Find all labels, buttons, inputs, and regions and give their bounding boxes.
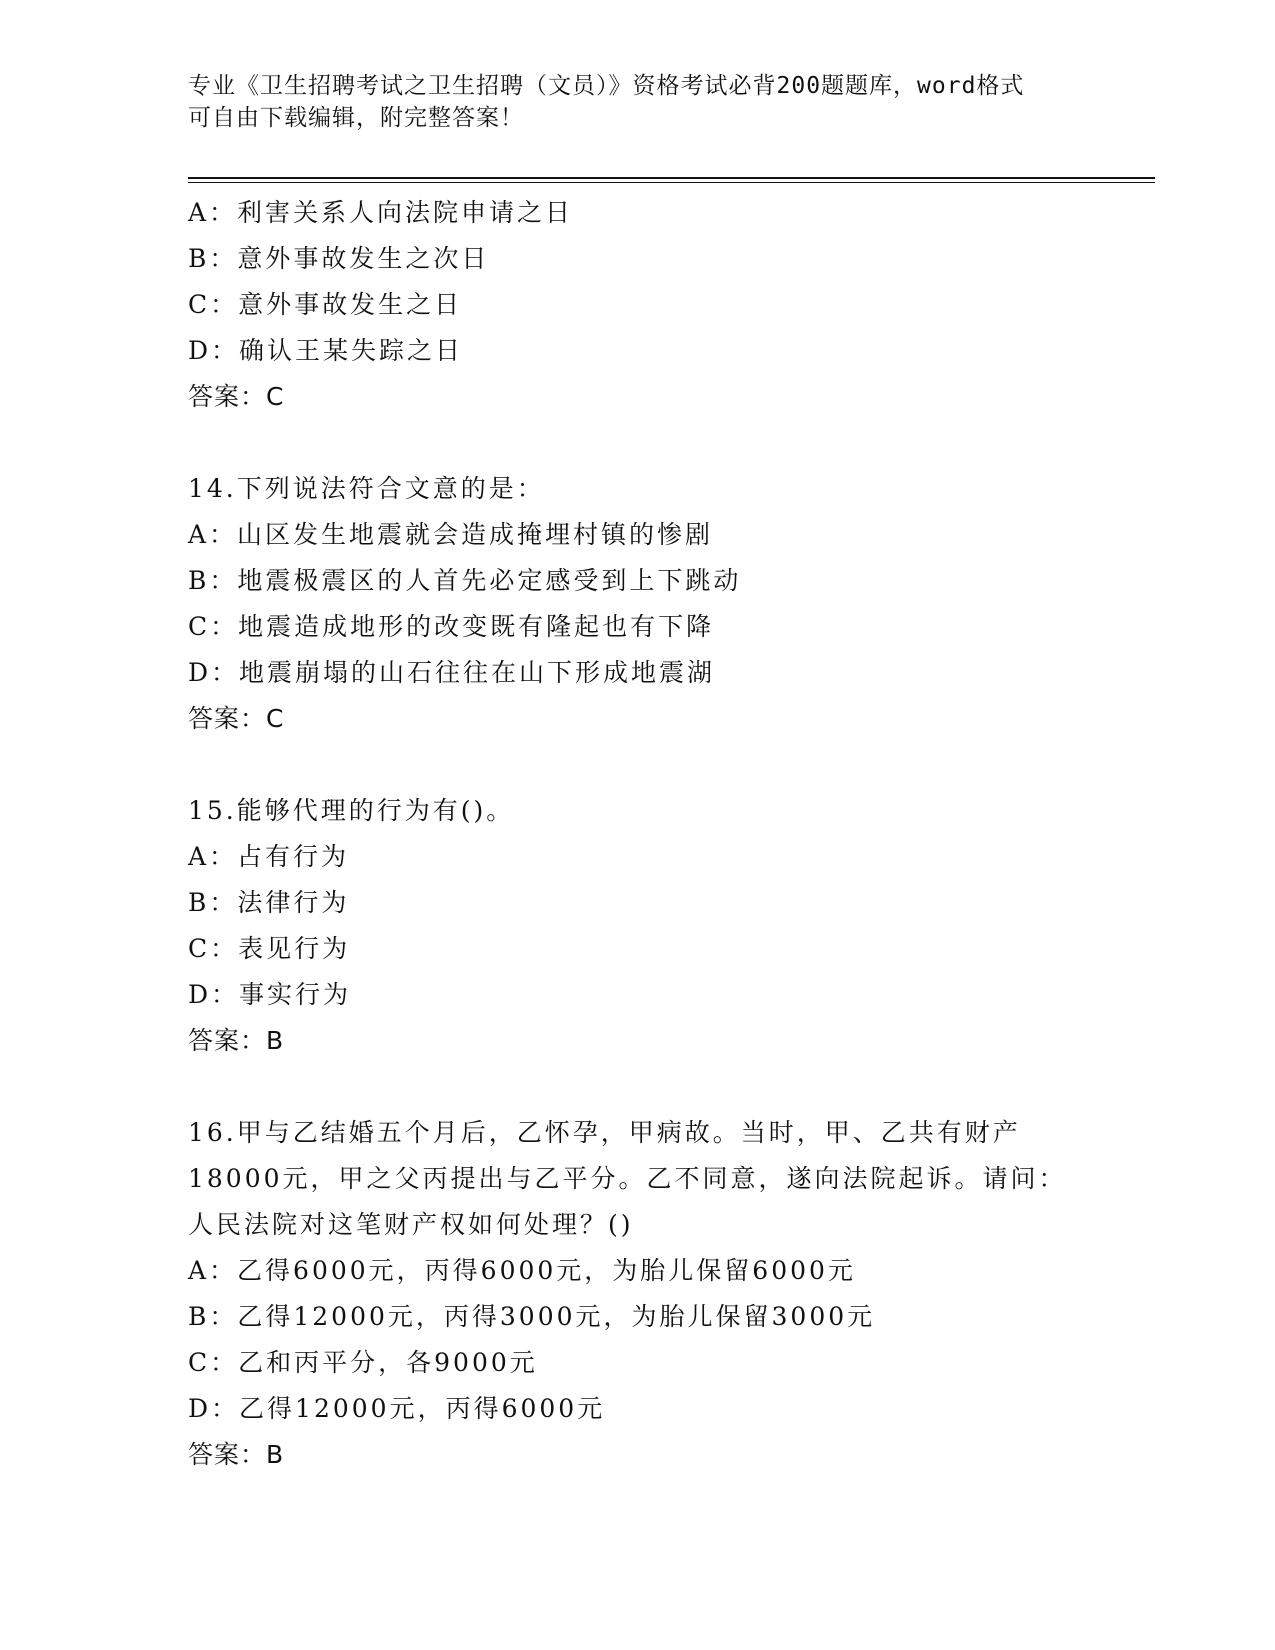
option-a: A：乙得6000元，丙得6000元，为胎儿保留6000元	[188, 1256, 856, 1285]
question-15	[188, 788, 1148, 1064]
question-14	[188, 466, 1148, 742]
option-d: D：乙得12000元，丙得6000元	[188, 1394, 606, 1423]
answer: 答案：B	[188, 1440, 285, 1469]
option-b: B：意外事故发生之次日	[188, 244, 490, 273]
spacer	[188, 1064, 1148, 1110]
option-d: D：确认王某失踪之日	[188, 336, 464, 365]
header-rule-thick	[188, 177, 1155, 179]
question-text: 15.能够代理的行为有()。	[188, 796, 515, 825]
answer: 答案：C	[188, 382, 285, 411]
option-a: A：占有行为	[188, 842, 350, 871]
option-c: C：乙和丙平分，各9000元	[188, 1348, 538, 1377]
question-16	[188, 1110, 1148, 1478]
answer: 答案：C	[188, 704, 285, 733]
spacer	[188, 420, 1148, 466]
question-list	[188, 190, 1148, 1478]
question-text-line-2: 18000元，甲之父丙提出与乙平分。乙不同意，遂向法院起诉。请问：	[188, 1164, 1067, 1193]
option-c: C：地震造成地形的改变既有隆起也有下降	[188, 612, 715, 641]
option-a: A：山区发生地震就会造成掩埋村镇的惨剧	[188, 520, 714, 549]
question-13	[188, 190, 1148, 420]
option-c: C：意外事故发生之日	[188, 290, 463, 319]
option-c: C：表见行为	[188, 934, 351, 963]
option-b: B：法律行为	[188, 888, 350, 917]
option-d: D：地震崩塌的山石往往在山下形成地震湖	[188, 658, 716, 687]
option-b: B：地震极震区的人首先必定感受到上下跳动	[188, 566, 742, 595]
header-line-2: 可自由下载编辑，附完整答案！	[188, 105, 524, 131]
answer: 答案：B	[188, 1026, 285, 1055]
spacer	[188, 742, 1148, 788]
option-b: B：乙得12000元，丙得3000元，为胎儿保留3000元	[188, 1302, 876, 1331]
option-d: D：事实行为	[188, 980, 352, 1009]
question-text: 14.下列说法符合文意的是：	[188, 474, 545, 503]
question-text-line-3: 人民法院对这笔财产权如何处理？()	[188, 1210, 634, 1239]
document-header	[188, 70, 1068, 134]
question-text-line-1: 16.甲与乙结婚五个月后，乙怀孕，甲病故。当时，甲、乙共有财产	[188, 1118, 1021, 1147]
header-line-1: 专业《卫生招聘考试之卫生招聘（文员）》资格考试必背200题题库，word格式	[188, 73, 1025, 99]
option-a: A：利害关系人向法院申请之日	[188, 198, 574, 227]
header-rule-thin	[188, 182, 1155, 183]
